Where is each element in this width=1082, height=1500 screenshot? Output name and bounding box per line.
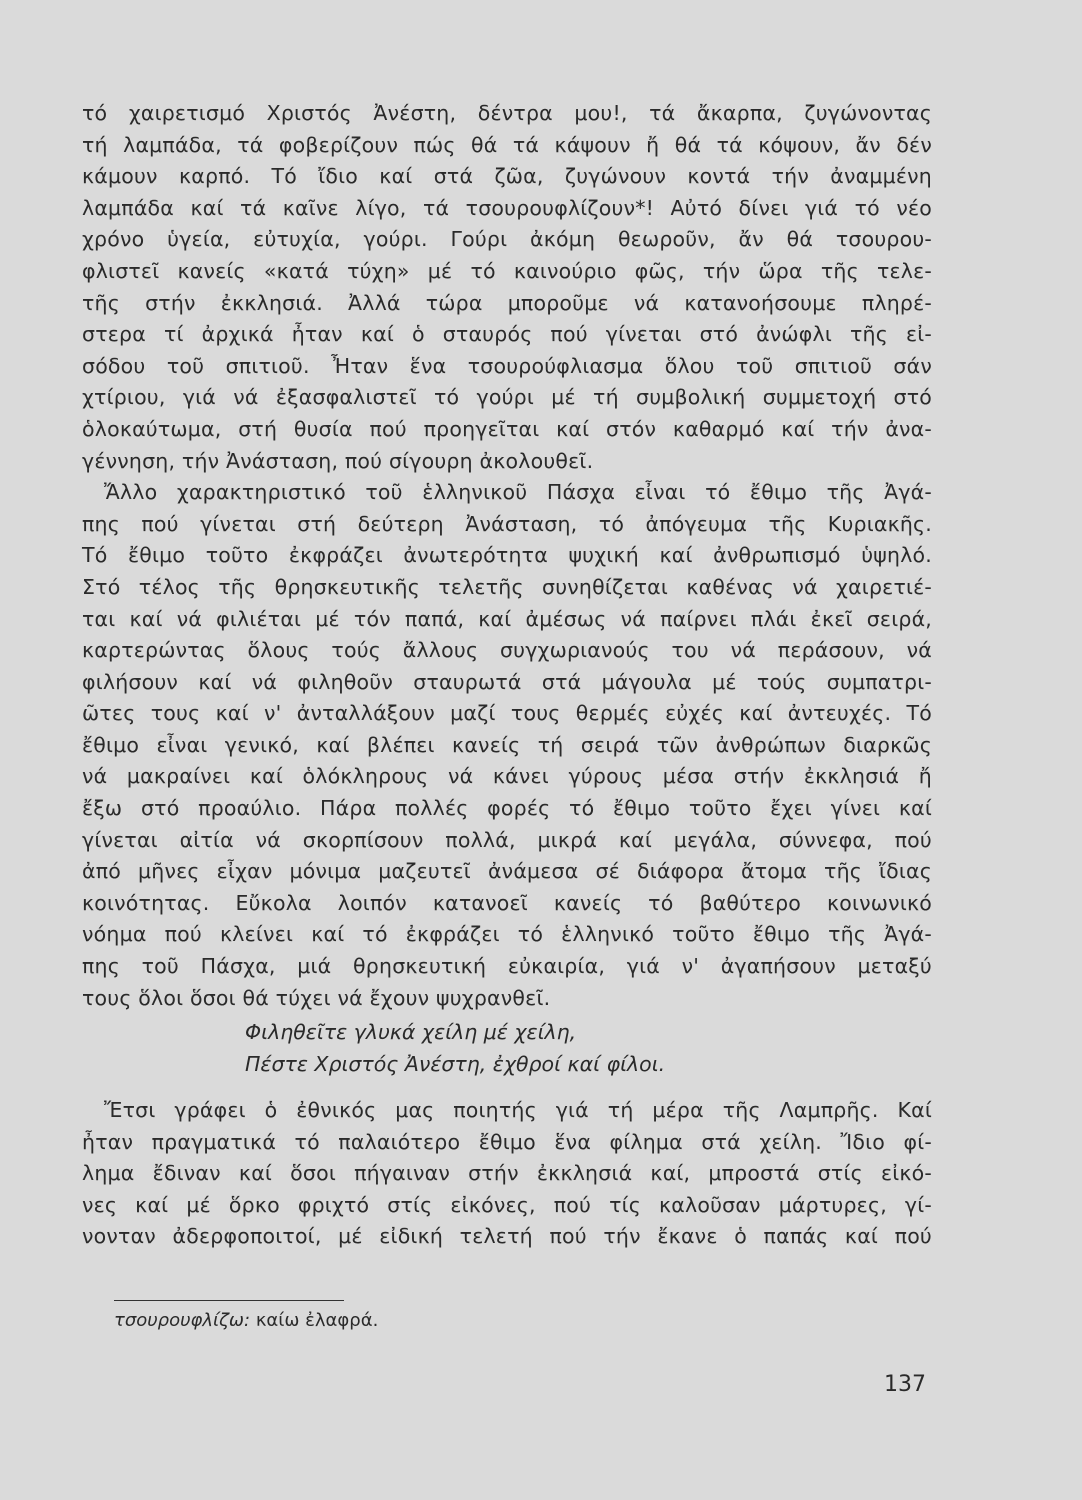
p3-line-2: ἦταν πραγματικά τό παλαιότερο ἔθιμο ἕνα φίλημα στά χείλη. Ἴδιο φί-	[82, 1129, 932, 1154]
p2-line-16: πης τοῦ Πάσχα, μιά θρησκευτική εὐκαιρία, γιά ν' ἀγαπήσουν μεταξύ	[82, 954, 932, 979]
p2-line-13: ἀπό μῆνες εἶχαν μόνιμα μαζευτεῖ ἀνάμεσα σέ διάφορα ἄτομα τῆς ἴδιας	[82, 859, 932, 884]
p2-line-15: νόημα πού κλείνει καί τό ἐκφράζει τό ἑλληνικό τοῦτο ἔθιμο τῆς Ἀγά-	[82, 922, 932, 947]
p3-line-3: λημα ἔδιναν καί ὅσοι πήγαιναν στήν ἐκκλησιά καί, μπροστά στίς εἰκό-	[82, 1161, 932, 1186]
p1-line-12: γέννηση, τήν Ἀνάσταση, πού σίγουρη ἀκολουθεῖ.	[82, 448, 594, 473]
p2-line-9: ἔθιμο εἶναι γενικό, καί βλέπει κανείς τή σειρά τῶν ἀνθρώπων διαρκῶς	[82, 732, 932, 757]
p2-line-3: Τό ἔθιμο τοῦτο ἐκφράζει ἀνωτερότητα ψυχική καί ἀνθρωπισμό ὑψηλό.	[82, 543, 932, 568]
p2-line-14: κοινότητας. Εὔκολα λοιπόν κατανοεῖ κανείς τό βαθύτερο κοινωνικό	[82, 890, 932, 915]
footnote-divider	[114, 1300, 344, 1301]
p3-line-4: νες καί μέ ὅρκο φριχτό στίς εἰκόνες, πού τίς καλοῦσαν μάρτυρες, γί-	[82, 1192, 932, 1217]
p1-line-9: σόδου τοῦ σπιτιοῦ. Ἦταν ἕνα τσουρούφλιασμα ὅλου τοῦ σπιτιοῦ σάν	[82, 353, 932, 378]
p1-line-2: τή λαμπάδα, τά φοβερίζουν πώς θά τά κάψουν ἤ θά τά κόψουν, ἄν δέν	[82, 132, 932, 157]
footnote-definition: καίω ἐλαφρά.	[255, 1310, 379, 1331]
footnote	[114, 1310, 378, 1331]
p2-line-2: πης πού γίνεται στή δεύτερη Ἀνάσταση, τό ἀπόγευμα τῆς Κυριακῆς.	[82, 511, 932, 536]
p2-line-4: Στό τέλος τῆς θρησκευτικῆς τελετῆς συνηθίζεται καθένας νά χαιρετιέ-	[82, 574, 932, 599]
p1-line-6: φλιστεῖ κανείς «κατά τύχη» μέ τό καινούριο φῶς, τήν ὥρα τῆς τελε-	[82, 258, 932, 283]
page-number: 137	[884, 1372, 926, 1397]
p2-line-17: τους ὅλοι ὅσοι θά τύχει νά ἔχουν ψυχρανθεῖ.	[82, 985, 551, 1010]
p1-line-7: τῆς στήν ἐκκλησιά. Ἀλλά τώρα μποροῦμε νά κατανοήσουμε πληρέ-	[82, 290, 932, 315]
p1-line-1: τό χαιρετισμό Χριστός Ἀνέστη, δέντρα μου!, τά ἄκαρπα, ζυγώνοντας	[82, 101, 932, 125]
p2-line-6: καρτερώντας ὅλους τούς ἄλλους συγχωριανούς του νά περάσουν, νά	[82, 638, 932, 663]
verse-line-1: Φιληθεῖτε γλυκά χείλη μέ χείλη,	[245, 1020, 577, 1044]
verse-line-2: Πέστε Χριστός Ἀνέστη, ἐχθροί καί φίλοι.	[245, 1052, 666, 1076]
p1-line-11: ὁλοκαύτωμα, στή θυσία πού προηγεῖται καί στόν καθαρμό καί τήν ἀνα-	[82, 416, 932, 441]
p2-line-7: φιλήσουν καί νά φιληθοῦν σταυρωτά στά μάγουλα μέ τούς συμπατρι-	[82, 669, 932, 694]
p2-line-10: νά μακραίνει καί ὁλόκληρους νά κάνει γύρους μέσα στήν ἐκκλησιά ἤ	[82, 764, 932, 789]
p3-line-5: νονταν ἀδερφοποιτοί, μέ εἰδική τελετή πού τήν ἔκανε ὁ παπάς καί πού	[82, 1224, 932, 1249]
p3-line-1: Ἔτσι γράφει ὁ ἐθνικός μας ποιητής γιά τή μέρα τῆς Λαμπρῆς. Καί	[104, 1098, 932, 1122]
p1-line-4: λαμπάδα καί τά καῖνε λίγο, τά τσουρουφλίζουν*! Αὐτό δίνει γιά τό νέο	[82, 195, 932, 220]
paragraph-1-block	[82, 98, 932, 1014]
p1-line-3: κάμουν καρπό. Τό ἴδιο καί στά ζῶα, ζυγώνουν κοντά τήν ἀναμμένη	[82, 164, 932, 189]
paragraph-3-block	[82, 1095, 932, 1253]
p2-line-8: ῶτες τους καί ν' ἀνταλλάξουν μαζί τους θερμές εὐχές καί ἀντευχές. Τό	[82, 701, 932, 726]
p1-line-10: χτίριου, γιά νά ἐξασφαλιστεῖ τό γούρι μέ τή συμβολική συμμετοχή στό	[82, 385, 932, 410]
p2-line-5: ται καί νά φιλιέται μέ τόν παπά, καί ἀμέσως νά παίρνει πλάι ἐκεῖ σειρά,	[82, 606, 932, 631]
p2-line-1: Ἄλλο χαρακτηριστικό τοῦ ἑλληνικοῦ Πάσχα εἶναι τό ἔθιμο τῆς Ἀγά-	[104, 480, 932, 505]
p1-line-8: στερα τί ἀρχικά ἦταν καί ὁ σταυρός πού γίνεται στό ἀνώφλι τῆς εἰ-	[82, 322, 932, 347]
verse-quote	[245, 1016, 805, 1080]
p1-line-5: χρόνο ὑγεία, εὐτυχία, γούρι. Γούρι ἀκόμη θεωροῦν, ἄν θά τσουρου-	[82, 227, 932, 252]
p2-line-12: γίνεται αἰτία νά σκορπίσουν πολλά, μικρά καί μεγάλα, σύννεφα, πού	[82, 827, 932, 852]
p2-line-11: ἔξω στό προαύλιο. Πάρα πολλές φορές τό ἔθιμο τοῦτο ἔχει γίνει καί	[82, 796, 932, 821]
footnote-term: τσουρουφλίζω:	[114, 1310, 251, 1331]
